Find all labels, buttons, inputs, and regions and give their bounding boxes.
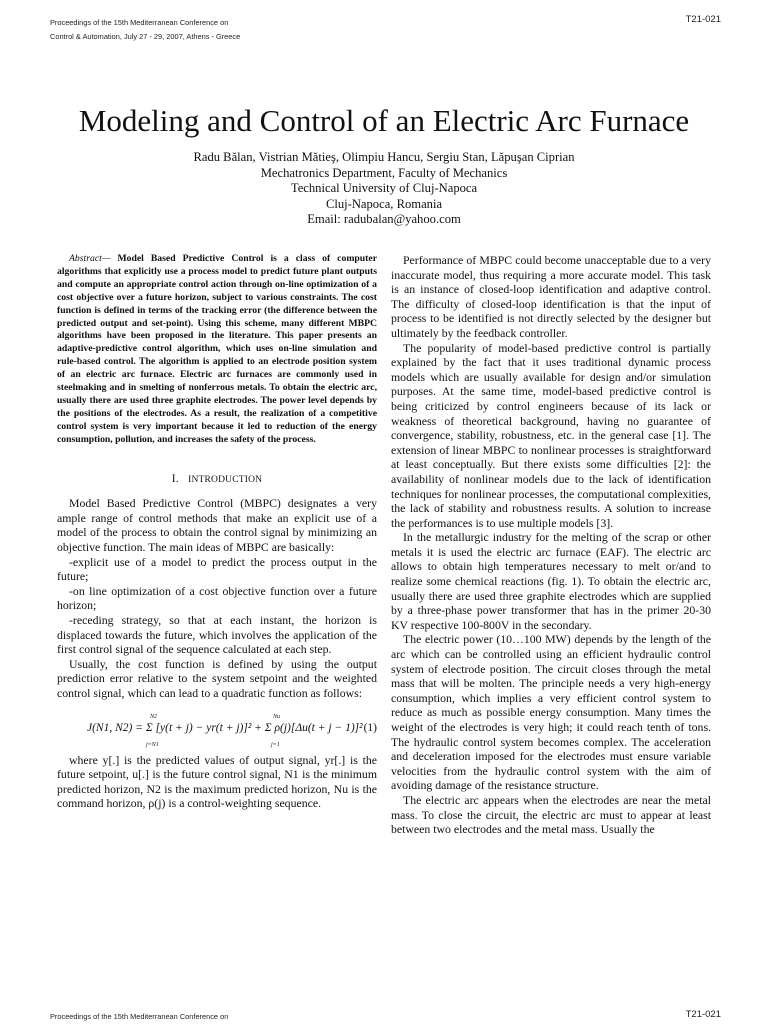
sum-upper-limit: Nu bbox=[273, 713, 281, 720]
equation-text: J(N1, N2) = Σ [y(t + j) − yr(t + j)]² + Σ ρ(j)[Δu(t + j − 1)]² bbox=[87, 721, 363, 734]
abstract-label: Abstract— bbox=[69, 253, 111, 264]
author-block bbox=[0, 150, 768, 228]
body-paragraph: The popularity of model-based predictive control is partially explained by the fact that it uses traditional dynamic process models which are usually available for design and/or simulation purposes. At the same time, model-based predictive control is being criticized by control engineers because of its lack or weakness of theoretical background, having no guarantee of convergence, stability, robustness, etc. in the general case [1]. The extension of linear MBPC to nonlinear processes is straightforward at least conceptually. But there exists some difficulties [2]: the availability of nonlinear models due to the lack of identification techniques for nonlinear processes, the computational complexities, the lack of stability and robustness results. A solution to increase the performances is to use multiple models [3]. bbox=[391, 340, 711, 530]
body-paragraph: where y[.] is the predicted values of output signal, yr[.] is the future setpoint, u[.] is the future control signal, N1 is the minimum predicted horizon, N2 is the maximum predicted horizon, Nu is the command horizon, ρ(j) is a control-weighting sequence. bbox=[57, 752, 377, 811]
body-paragraph: The electric arc appears when the electrodes are near the metal mass. To close the circuit, the electric arc must to appear at least between two electrodes and the metal mass. Usually the bbox=[391, 792, 711, 837]
section-number: I. bbox=[171, 472, 179, 485]
affiliation-line: Mechatronics Department, Faculty of Mechanics bbox=[260, 165, 508, 180]
footer-paper-id: T21-021 bbox=[685, 1009, 721, 1020]
equation-1 bbox=[57, 709, 377, 749]
sum-lower-limit: j=N1 bbox=[146, 741, 159, 748]
body-paragraph: Performance of MBPC could become unacceptable due to a very inaccurate model, thus requiring a more accurate model. This task is an instance of closed-loop identification and adaptive control. The difficulty of closed-loop identification is that the input of process to be identified is not directly selected by the designer but ultimately by the feedback controller. bbox=[391, 253, 711, 340]
paper-title: Modeling and Control of an Electric Arc Furnace bbox=[78, 103, 690, 138]
section-title: INTRODUCTION bbox=[188, 474, 263, 485]
abstract bbox=[57, 253, 377, 447]
affiliation-line: Cluj-Napoca, Romania bbox=[325, 196, 443, 211]
affiliation-line: Technical University of Cluj-Napoca bbox=[290, 181, 478, 195]
left-column bbox=[57, 253, 377, 811]
body-paragraph: Model Based Predictive Control (MBPC) designates a very ample range of control methods that make an explicit use of a model of the process to obtain the control signal by minimizing an objective function. The main ideas of MBPC are basically: bbox=[57, 496, 377, 554]
equation-number: (1) bbox=[363, 721, 377, 734]
header-paper-id: T21-021 bbox=[685, 14, 721, 25]
body-paragraph: -explicit use of a model to predict the process output in the future; bbox=[57, 554, 377, 584]
header-conference-line-1: Proceedings of the 15th Mediterranean Conference on bbox=[50, 18, 229, 27]
footer-conference-line: Proceedings of the 15th Mediterranean Conference on bbox=[50, 1012, 229, 1021]
right-column bbox=[391, 253, 711, 837]
body-paragraph: -receding strategy, so that at each instant, the horizon is displaced towards the future, which involves the application of the first control signal of the sequence calculated at each step. bbox=[57, 612, 377, 657]
abstract-text: Model Based Predictive Control is a class of computer algorithms that explicitly use a process model to predict future plant outputs and compute an appropriate control action through on-line optimization of a cost objective over a future horizon, subject to various constraints. The cost function is defined in terms of the tracking error (the difference between the predicted output and set-point). Using this scheme, many different MBPC algorithms have been proposed in the literature. This paper presents an adaptive-predictive control algorithm, which uses on-line simulation and rule-based control. The algorithm is applied to an electrode position system of an electric arc furnace. Electric arc furnaces are commonly used in steelmaking and in smelting of nonferrous metals. To obtain the electric arc, usually there are used three graphite electrodes. The power level depends by the positions of the electrodes. As a result, the realization of a competitive control system is very important because it led to reduction of the energy consumption, pollution, and increases the safety of the process. bbox=[57, 253, 377, 445]
sum-upper-limit: N2 bbox=[150, 713, 158, 720]
author-list: Radu Bălan, Vistrian Mătieş, Olimpiu Hancu, Sergiu Stan, Lăpuşan Ciprian bbox=[193, 150, 575, 164]
header-conference-line-2: Control & Automation, July 27 - 29, 2007, Athens - Greece bbox=[50, 32, 241, 41]
sum-lower-limit: j=1 bbox=[271, 741, 280, 748]
body-paragraph: In the metallurgic industry for the melting of the scrap or other metals it is used the electric arc furnace (EAF). The electric arc allows to obtain high temperatures necessary to melt or/and to realize some chemical reactions (fig. 1). To obtain the electric arc, usually there are used three graphite electrodes which are supplied by a three-phase power transformer that has in the primer 20-30 KV respective 100-800V in the secondary. bbox=[391, 530, 711, 632]
body-paragraph: The electric power (10…100 MW) depends by the length of the arc which can be controlled using an efficient hydraulic control system of electrode position. The circuit closes through the metal mass that will be molten. The principle needs a very high-energy consumption, which implies a very efficient control system to reduce as much as possible energy consumption. Many times the weight of the electrodes is very high; it could reach tenth of tons. The hydraulic control system becomes complex. The acceleration and deceleration imposed for the electrodes must ensure variable velocities from the hydraulic control system with the aim of avoiding damage of the resistance structure. bbox=[391, 632, 711, 793]
section-heading bbox=[57, 472, 377, 488]
running-header bbox=[50, 16, 240, 44]
body-paragraph: -on line optimization of a cost objective function over a future horizon; bbox=[57, 583, 377, 613]
author-email: Email: radubalan@yahoo.com bbox=[307, 212, 461, 226]
body-paragraph: Usually, the cost function is defined by using the output prediction error relative to the system setpoint and the weighted control signal, which can lead to a quadratic function as follows: bbox=[57, 656, 377, 700]
